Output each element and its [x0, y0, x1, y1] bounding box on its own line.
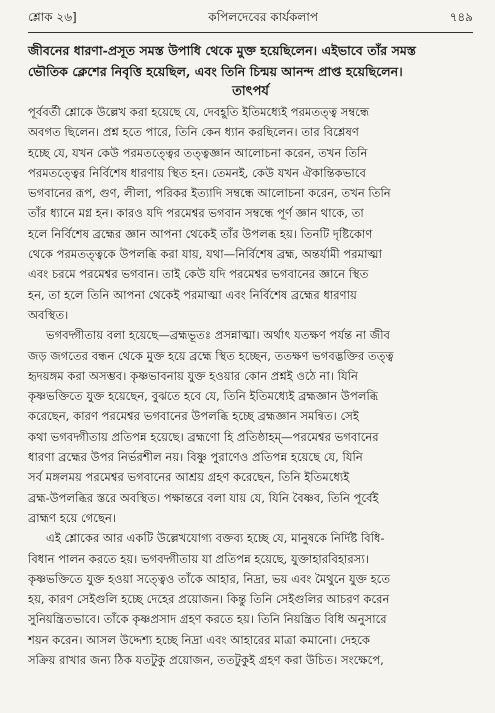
header-divider	[28, 32, 473, 33]
text-line: ব্রাহ্মণ হয়ে গেছেন।	[28, 510, 117, 525]
text-line: শয়ন করেন। আসল উদ্দেশ্য হচ্ছে নিদ্রা এবং আহারের মাত্রা কমানো। দেহকে	[28, 632, 370, 647]
text-line: করেছেন, কারণ পরমেশ্বর ভগবানের উপলব্ধি হচ্ছে ব্রহ্মজ্ঞান সমন্বিত। সেই	[28, 409, 359, 424]
purport-paragraph-3	[28, 528, 473, 670]
verse-line: ভৌতিক ক্লেশের নিবৃত্তি হয়েছিল, এবং তিনি চিন্ময় আনন্দ প্রাপ্ত হয়েছিলেন।	[28, 64, 403, 79]
text-line: পরমতত্ত্বের নির্বিশেষ ধারণায় স্থিত হন। তেমনই, কেউ যখন ঐকান্তিকভাবে	[28, 165, 366, 180]
text-line: তাঁর ধ্যানে মগ্ন হন। কারও যদি পরমেশ্বর ভগবান সম্বন্ধে পূর্ণ জ্ঞান থাকে, তা	[28, 206, 364, 221]
text-line: সুনিয়ন্ত্রিতভাবে। তাঁকে কৃষ্ণপ্রসাদ গ্রহণ করতে হয়। তিনি নিয়ন্ত্রিত বিধি অনুসারে	[28, 612, 387, 627]
header-page-number: ৭৪৯	[449, 10, 473, 24]
purport-paragraph-1	[28, 102, 473, 325]
text-line: এই শ্লোকের আর একটি উল্লেখযোগ্য বক্তব্য হচ্ছে যে, মানুষকে নির্দিষ্ট বিধি-	[46, 531, 385, 546]
text-line: কৃষ্ণভক্তিতে যুক্ত হয়েছেন, বুঝতে হবে যে, তিনি ইতিমধ্যেই ব্রহ্মজ্ঞান উপলব্ধি	[28, 389, 379, 404]
text-line: থেকে পরমতত্ত্বকে উপলব্ধি করা যায়, যথা—নির্বিশেষ ব্রহ্ম, অন্তর্যামী পরমাত্মা	[28, 247, 382, 262]
text-line: হচ্ছে যে, যখন কেউ পরমতত্ত্বের তত্ত্বজ্ঞান আলোচনা করেন, তখন তিনি	[28, 145, 368, 160]
text-line: সক্রিয় রাখার জন্য ঠিক যতটুকু প্রয়োজন, ততটুকুই গ্রহণ করা উচিত। সংক্ষেপে,	[28, 653, 384, 668]
header-verse-ref: শ্লোক ২৬]	[28, 10, 77, 24]
text-line: অবগত ছিলেন। প্রশ্ন হতে পারে, তিনি কেন ধ্যান করছিলেন। তার বিশ্লেষণ	[28, 125, 359, 140]
text-line: বিধান পালন করতে হয়। ভগবদ্গীতায় যা প্রতিপন্ন হয়েছে, যুক্তাহারবিহারস্য।	[28, 551, 369, 566]
text-line: হলে নির্বিশেষ ব্রহ্মের জ্ঞান আপনা থেকেই তাঁর উপলব্ধ হয়। তিনটি দৃষ্টিকোণ	[28, 226, 373, 241]
text-line: অবস্থিত।	[28, 307, 69, 322]
text-line: জড় জগতের বন্ধন থেকে মুক্ত হয়ে ব্রহ্মে স্থিত হচ্ছেন, ততক্ষণ ভগবদ্ভক্তির তত্ত্ব	[28, 348, 394, 363]
text-line: কৃষ্ণভক্তিতে যুক্ত হওয়া সত্ত্বেও তাঁকে আহার, নিদ্রা, ভয় এবং মৈথুনে যুক্ত হতে	[28, 571, 391, 586]
text-line: হয়, কারণ সেইগুলি হচ্ছে দেহের প্রয়োজন। কিন্তু তিনি সেইগুলির আচরণ করেন	[28, 592, 390, 607]
header-chapter-title: কপিলদেবের কার্যকলাপ	[208, 10, 318, 24]
text-line: ব্রহ্ম-উপলব্ধির স্তরে অবস্থিত। পক্ষান্তরে বলা যায় যে, যিনি বৈষ্ণব, তিনি পূর্বেই	[28, 490, 379, 505]
text-line: হৃদয়ঙ্গম করা অসম্ভব। কৃষ্ণভাবনায় যুক্ত হওয়ার কোন প্রশ্নই ওঠে না। যিনি	[28, 368, 358, 383]
verse-line: জীবনের ধারণা-প্রসূত সমস্ত উপাধি থেকে মুক্ত হয়েছিলেন। এইভাবে তাঁর সমস্ত	[28, 43, 416, 58]
text-line: ধারণা ব্রহ্মের উপর নির্ভরশীল নয়। বিষ্ণু পুরাণেও প্রতিপন্ন হয়েছে যে, যিনি	[28, 450, 363, 465]
text-line: ভগবানের রূপ, গুণ, লীলা, পরিকর ইত্যাদি সম্বন্ধে আলোচনা করেন, তখন তিনি	[28, 186, 391, 201]
text-line: সর্ব মঙ্গলময় পরমেশ্বর ভগবানের আশ্রয় গ্রহণ করেছেন, তিনি ইতিমধ্যেই	[28, 470, 350, 485]
page-header	[28, 9, 473, 29]
text-line: ভগবদ্গীতায় বলা হয়েছে—ব্রহ্মভূতঃ প্রসন্নাত্মা। অর্থাৎ যতক্ষণ পর্যন্ত না জীব	[46, 328, 390, 343]
purport-paragraph-2	[28, 325, 473, 528]
text-line: এবং চরমে পরমেশ্বর ভগবান। তাই কেউ যদি পরমেশ্বর ভগবানের জ্ঞানে স্থিত	[28, 267, 369, 282]
text-line: পূর্ববর্তী শ্লোকে উল্লেখ করা হয়েছে যে, দেবহূতি ইতিমধ্যেই পরমতত্ত্ব সম্বন্ধে	[28, 105, 370, 119]
text-line: হন, তা হলে তিনি আপনা থেকেই পরমাত্মা এবং নির্বিশেষ ব্রহ্মের ধারণায়	[28, 287, 357, 302]
text-line: কথা ভগবদ্গীতায় প্রতিপন্ন হয়েছে। ব্রহ্মণো হি প্রতিষ্ঠাহম্—পরমেশ্বর ভগবানের	[28, 429, 379, 444]
purport-heading: তাৎপর্য	[232, 84, 269, 99]
verse-translation	[28, 40, 473, 82]
